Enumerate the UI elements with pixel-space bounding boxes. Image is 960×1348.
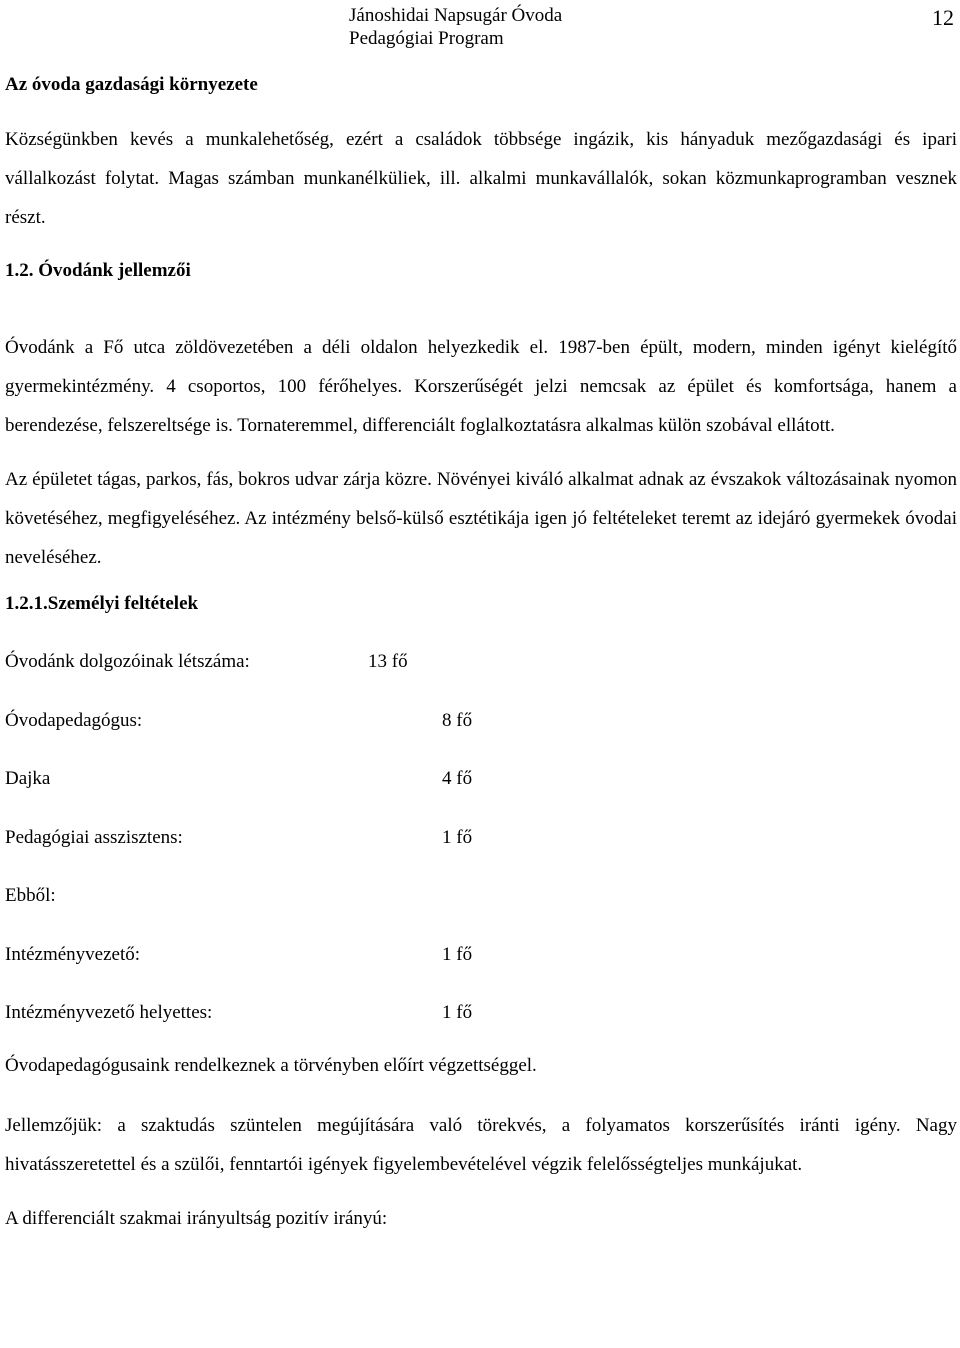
paragraph-economic: Községünkben kevés a munkalehetőség, ezért a családok többsége ingázik, kis hányaduk mezőgazdasági és ipari vállalkozást folytat. Magas számban munkanélküliek, ill. alkalmi munkavállalók, sokan közmunkaprogramban vesznek részt. bbox=[5, 129, 957, 228]
staff-value: 8 fő bbox=[442, 709, 473, 731]
section-heading-economic: Az óvoda gazdasági környezete bbox=[5, 74, 258, 95]
page-header bbox=[0, 2, 960, 50]
staff-subheading: Ebből: bbox=[5, 885, 56, 906]
paragraph-features-yard: Az épületet tágas, parkos, fás, bokros udvar zárja közre. Növényei kiváló alkalmat adnak az évszakok változásainak nyomon követéséhez, megfigyeléséhez. Az intézmény belső-külső esztétikája igen jó feltételeket teremt az idejáró gyermekek óvodai neveléséhez. bbox=[5, 469, 957, 568]
header-institution-name: Jánoshidai Napsugár Óvoda bbox=[349, 5, 563, 26]
leader-label: Intézményvezető: bbox=[5, 943, 141, 965]
staff-label: Óvodapedagógus: bbox=[5, 709, 143, 731]
staff-row bbox=[5, 767, 957, 826]
paragraph-features-building: Óvodánk a Fő utca zöldövezetében a déli oldalon helyezkedik el. 1987-ben épült, modern, minden igényt kielégítő gyermekintézmény. 4 csoportos, 100 férőhelyes. Korszerűségét jelzi nemcsak az épület és komfortsága, hanem a berendezése, felszereltsége is. Tornateremmel, differenciált foglalkoztatásra alkalmas külön szobával ellátott. bbox=[5, 337, 957, 436]
staff-total-label: Óvodánk dolgozóinak létszáma: bbox=[5, 651, 250, 672]
paragraph-qualification: Óvodapedagógusaink rendelkeznek a törvényben előírt végzettséggel. bbox=[5, 1054, 537, 1076]
leader-label: Intézményvezető helyettes: bbox=[5, 1002, 213, 1023]
leader-row bbox=[5, 943, 957, 1002]
section-heading-features: 1.2. Óvodánk jellemzői bbox=[5, 260, 191, 281]
staff-total-row bbox=[5, 650, 957, 709]
leader-value: 1 fő bbox=[442, 1002, 473, 1023]
staff-row bbox=[5, 709, 957, 768]
paragraph-characteristics: Jellemzőjük: a szaktudás szüntelen megújítására való törekvés, a folyamatos korszerűsítés iránti igény. Nagy hivatásszeretettel és a szülői, fenntartói igények figyelembevételével végzik felelősségteljes munkájukat. bbox=[5, 1114, 957, 1175]
staff-value: 1 fő bbox=[442, 826, 473, 848]
page-number: 12 bbox=[932, 5, 954, 30]
paragraph-orientation: A differenciált szakmai irányultság pozitív irányú: bbox=[5, 1207, 388, 1229]
leader-row bbox=[5, 1001, 957, 1060]
section-heading-personnel: 1.2.1.Személyi feltételek bbox=[5, 593, 199, 614]
staff-label: Dajka bbox=[5, 768, 51, 789]
page-content bbox=[5, 73, 957, 1238]
staff-row bbox=[5, 826, 957, 885]
staff-label: Pedagógiai asszisztens: bbox=[5, 826, 183, 848]
staff-total-value: 13 fő bbox=[368, 651, 408, 672]
header-titles bbox=[349, 4, 562, 50]
staff-value: 4 fő bbox=[442, 768, 473, 789]
leader-value: 1 fő bbox=[442, 943, 473, 965]
header-document-title: Pedagógiai Program bbox=[349, 28, 504, 49]
staff-subheading-row bbox=[5, 884, 957, 943]
